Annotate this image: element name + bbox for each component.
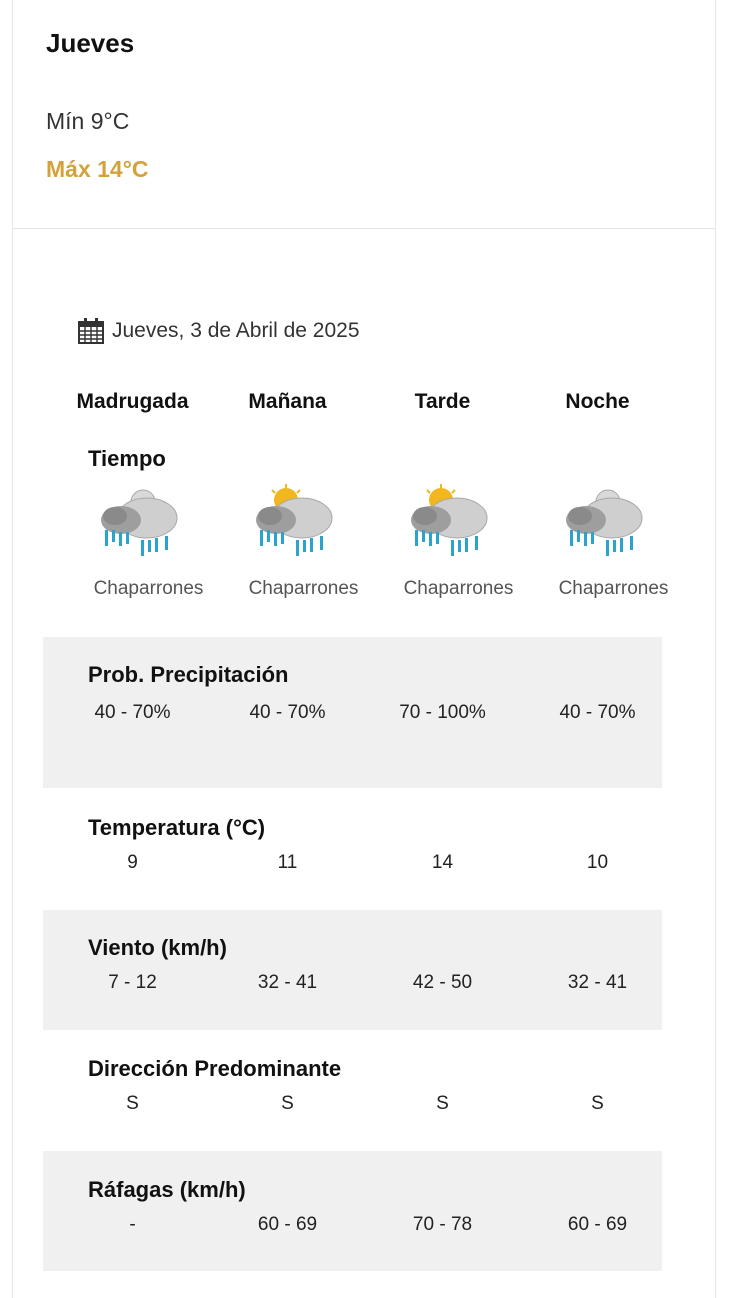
direction-value: S	[281, 1093, 294, 1114]
gusts-value: 60 - 69	[567, 1214, 628, 1235]
precipitation-value: 70 - 100%	[399, 702, 486, 723]
precipitation-value: 40 - 70%	[94, 702, 171, 723]
weather-icon-2	[367, 484, 522, 575]
forecast-date: Jueves, 3 de Abril de 2025	[112, 319, 360, 342]
period-tarde: Tarde	[414, 390, 471, 413]
day-summary[interactable]	[13, 0, 715, 229]
wind-value: 32 - 41	[257, 972, 318, 993]
gusts-title: Ráfagas (km/h)	[88, 1177, 246, 1202]
precipitation-value: 40 - 70%	[249, 702, 326, 723]
gusts-value: -	[129, 1214, 136, 1235]
period-noche: Noche	[565, 390, 630, 413]
period-manana: Mañana	[248, 390, 327, 413]
cloud-rain-sun-icon	[240, 484, 340, 570]
wind-title: Viento (km/h)	[88, 935, 227, 960]
temperature-value: 10	[586, 852, 609, 873]
condition-madrugada: Chaparrones	[93, 578, 204, 599]
condition-manana: Chaparrones	[248, 578, 359, 599]
direction-value: S	[126, 1093, 139, 1114]
weather-icon-0	[57, 484, 212, 575]
cloud-rain-night-icon	[550, 484, 650, 570]
direction-value: S	[436, 1093, 449, 1114]
min-temperature: Mín 9°C	[46, 108, 130, 134]
condition-noche: Chaparrones	[558, 578, 669, 599]
direction-value: S	[591, 1093, 604, 1114]
calendar-icon	[76, 316, 106, 346]
date-row	[76, 316, 360, 346]
wind-value: 42 - 50	[412, 972, 473, 993]
gusts-value: 60 - 69	[257, 1214, 318, 1235]
day-title: Jueves	[46, 28, 135, 58]
temperature-value: 9	[127, 852, 138, 873]
precipitation-value: 40 - 70%	[559, 702, 636, 723]
cloud-rain-night-icon	[85, 484, 185, 570]
condition-tarde: Chaparrones	[403, 578, 514, 599]
wind-value: 32 - 41	[567, 972, 628, 993]
gusts-value: 70 - 78	[412, 1214, 473, 1235]
direction-title: Dirección Predominante	[88, 1056, 342, 1081]
period-madrugada: Madrugada	[76, 390, 189, 413]
max-temperature: Máx 14°C	[46, 156, 149, 182]
temperature-value: 14	[431, 852, 454, 873]
weather-icon-3	[522, 484, 677, 575]
weather-icon-1	[212, 484, 367, 575]
weather-title: Tiempo	[88, 446, 166, 471]
temperature-value: 11	[277, 852, 298, 873]
cloud-rain-sun-icon	[395, 484, 495, 570]
temperature-title: Temperatura (°C)	[88, 815, 266, 840]
wind-value: 7 - 12	[108, 972, 157, 993]
precipitation-title: Prob. Precipitación	[88, 662, 289, 687]
